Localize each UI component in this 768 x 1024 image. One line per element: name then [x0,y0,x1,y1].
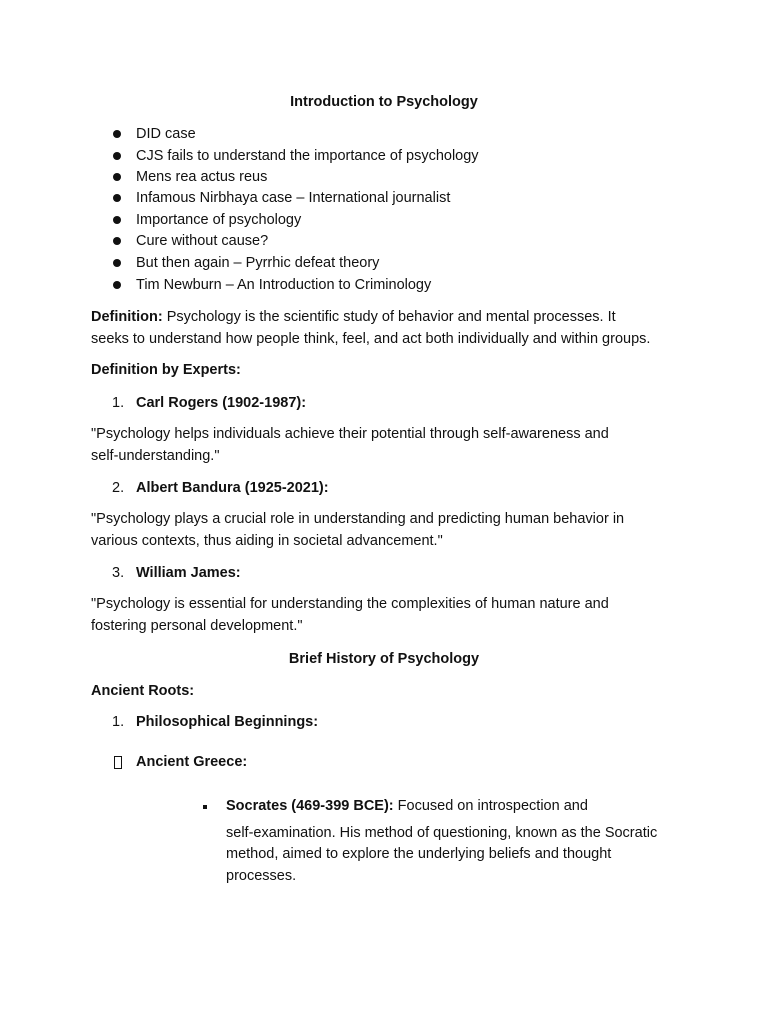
socrates-paragraph [226,796,657,887]
quote-line: fostering personal development." [91,617,303,634]
square-bullet-icon [203,805,207,809]
quote-line: "Psychology is essential for understanding the complexities of human nature and [91,596,609,612]
bullet-icon [113,194,121,202]
list-item-text: Infamous Nirbhaya case – International journalist [136,190,451,206]
socrates-line-1: Focused on introspection and [393,798,588,814]
expert-quote [91,509,691,552]
ancient-greece-heading: Ancient Greece: [136,754,248,770]
quote-line: self-understanding." [91,447,220,464]
bullet-icon [113,152,121,160]
ancient-roots-heading: Ancient Roots: [91,683,195,699]
page-title: Introduction to Psychology [290,94,478,110]
experts-heading: Definition by Experts: [91,362,241,378]
socrates-name: Socrates (469-399 BCE): [226,798,394,814]
quote-line: various contexts, thus aiding in societal advancement." [91,532,443,549]
list-item-text: CJS fails to understand the importance of psychology [136,148,479,164]
bullet-icon [113,130,121,138]
list-item-text: Importance of psychology [136,212,302,228]
list-item-text: Mens rea actus reus [136,169,268,185]
expert-name: Carl Rogers (1902-1987): [136,395,307,411]
definition-paragraph [91,307,691,350]
bullet-icon [113,216,121,224]
socrates-line-3: method, aimed to explore the underlying beliefs and thought [226,846,612,862]
list-item-text: Tim Newburn – An Introduction to Criminology [136,277,432,293]
list-number: 2. [112,480,125,496]
definition-line-1: Psychology is the scientific study of behavior and mental processes. It [162,309,616,325]
socrates-line-4: processes. [226,867,297,884]
philosophical-heading: Philosophical Beginnings: [136,714,319,730]
list-number: 1. [112,714,125,730]
quote-line: "Psychology helps individuals achieve their potential through self-awareness and [91,426,609,442]
history-heading: Brief History of Psychology [288,651,480,667]
bullet-icon [113,259,121,267]
list-item-text: But then again – Pyrrhic defeat theory [136,255,380,271]
list-number: 3. [112,565,125,581]
expert-quote [91,594,691,637]
bullet-icon [113,237,121,245]
definition-line-2: seeks to understand how people think, feel, and act both individually and within groups. [91,330,651,347]
bullet-icon [113,281,121,289]
list-item-text: DID case [136,126,196,142]
expert-name: Albert Bandura (1925-2021): [136,480,329,496]
quote-line: "Psychology plays a crucial role in understanding and predicting human behavior in [91,511,625,527]
list-number: 1. [112,395,125,411]
list-item-text: Cure without cause? [136,233,269,249]
expert-name: William James: [136,565,241,581]
missing-glyph-icon [114,756,122,769]
expert-quote [91,424,691,467]
socrates-line-2: self-examination. His method of questioning, known as the Socratic [226,824,658,841]
definition-label: Definition: [91,309,163,325]
bullet-icon [113,173,121,181]
